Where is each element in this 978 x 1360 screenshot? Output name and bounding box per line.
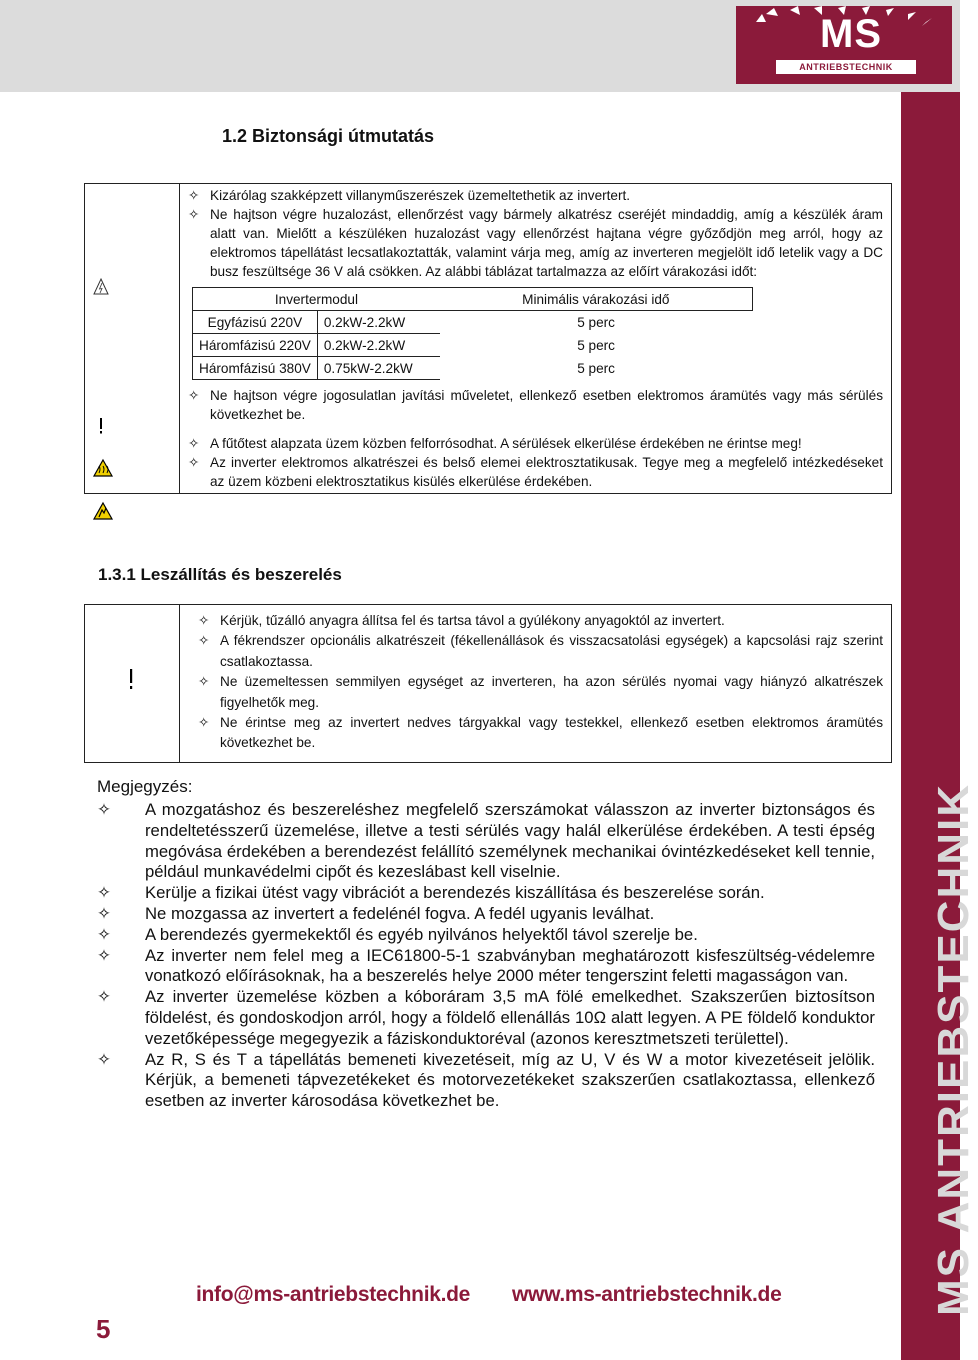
bullet-icon: ✧ <box>198 715 210 731</box>
delivery-icon-column <box>85 605 180 763</box>
bullet-icon: ✧ <box>97 800 111 819</box>
note-item: ✧ Ne mozgassa az invertert a fedelénél fogva. A fedél ugyanis leválhat. <box>97 903 655 923</box>
list-item: ✧ Kérjük, tűzálló anyagra állítsa fel és tartsa távol a gyúlékony anyagoktól az invertert. <box>198 611 883 631</box>
esd-warning-icon <box>93 502 113 520</box>
safety-item: ✧ Az inverter elektromos alkatrészei és belső elemei elektrosztatikusak. Tegye meg a megfelelő intézkedéseket az üzem közbeni elektrosztatikus kisülés elkerülése érdekében. <box>188 455 883 489</box>
footer-website-link[interactable]: www.ms-antriebstechnik.de <box>512 1283 782 1306</box>
safety-instructions-box <box>84 183 892 494</box>
bullet-icon: ✧ <box>188 436 200 451</box>
page-number: 5 <box>96 1314 111 1344</box>
company-logo <box>736 6 952 84</box>
table-row: Háromfázisú 380V 0.75kW-2.2kW 5 perc <box>193 357 753 380</box>
section-title: 1.2 Biztonsági útmutatás <box>222 126 435 146</box>
bullet-icon: ✧ <box>198 633 210 649</box>
table-row: Egyfázisú 220V 0.2kW-2.2kW 5 perc <box>193 311 753 334</box>
notes-title: Megjegyzés: <box>97 777 193 796</box>
table-row: Háromfázisú 220V 0.2kW-2.2kW 5 perc <box>193 334 753 357</box>
safety-item: ✧ Ne hajtson végre jogosulatlan javítási műveletet, ellenkező esetben elektromos áramütés vagy más sérülés következhet be. <box>188 388 883 422</box>
note-item: ✧ Az R, S és T a tápellátás bemeneti kivezetéseit, míg az U, V és W a motor kivezetéseit jelölik. Kérjük, a bemeneti tápvezetékeket és motorvezetékeket szakszerűen csatlakoztassa, ellenkező esetben az inverter károsodása következhet be. <box>97 1049 875 1111</box>
bullet-icon: ✧ <box>97 945 111 965</box>
safety-content <box>180 184 892 494</box>
note-item: ✧ A berendezés gyermekektől és egyéb nyilvános helyektől távol szerelje be. <box>97 924 698 944</box>
bullet-icon: ✧ <box>97 987 111 1007</box>
exclamation-warning-icon <box>123 667 139 691</box>
side-brand-text: MS ANTRIEBSTECHNIK <box>929 782 978 1316</box>
safety-item: ✧ Kizárólag szakképzett villanyműszerészek üzemeltethetik az invertert. <box>188 188 631 203</box>
footer-email-link[interactable]: info@ms-antriebstechnik.de <box>196 1283 471 1306</box>
subsection-title: 1.3.1 Leszállítás és beszerelés <box>98 565 342 584</box>
list-item: ✧ Ne érintse meg az invertert nedves tárgyakkal vagy testekkel, ellenkező esetben elektromos áramütés következhet be. <box>198 715 883 751</box>
note-item: ✧ Kerülje a fizikai ütést vagy vibrációt a berendezés kiszállítása és beszerelése során. <box>97 883 765 903</box>
waiting-time-table <box>192 287 753 380</box>
bullet-icon: ✧ <box>188 188 200 203</box>
list-item: ✧ A fékrendszer opcionális alkatrészeit (fékellenállások és visszacsatolási egységek) a kapcsolási rajz szerint csatlakoztassa. <box>198 633 883 669</box>
bullet-icon: ✧ <box>97 883 111 903</box>
note-item: ✧ Az inverter nem felel meg a IEC61800-5-1 szabványban meghatározott kisfeszültség-védelemre vonatkozó előírásoknak, ha a beszerelés helye 2000 méter tengerszint feletti magasságon van. <box>97 945 875 986</box>
logo-ms-text: MS <box>820 12 882 56</box>
bullet-icon: ✧ <box>188 388 200 403</box>
safety-icon-column <box>85 184 180 494</box>
logo-subtext: ANTRIEBSTECHNIK <box>776 60 916 74</box>
note-item: ✧ Az inverter üzemelése közben a kóboráram 3,5 mA fölé emelkedhet. Szakszerűen biztosítson földelést, és gondoskodjon arról, hogy a földelő ellenállás 10Ω alatt legyen. A PE földelő konduktor vezetőképessége megegyezik a fáziskonduktoréval (azonos keresztmetszeti területtel). <box>97 987 875 1048</box>
hot-surface-warning-icon <box>93 459 113 477</box>
safety-item: ✧ A fűtőtest alapzata üzem közben felforrósodhat. A sérülések elkerülése érdekében ne érintse meg! <box>188 436 802 451</box>
exclamation-warning-icon <box>93 416 109 436</box>
safety-item: ✧ Ne hajtson végre huzalozást, ellenőrzést vagy bármely alkatrész cseréjét mindaddig, amíg a készülék áram alatt van. Mielőtt a készüléken huzalozást vagy ellenőrzést hajtana végre győződjön meg arról, hogy az elektromos tápellátást lecsatlakoztatták, valamint várja meg, amíg az inverteren megjelölt idő letelik vagy a DC busz feszültsége 36 V alá csökken. Az alábbi táblázat tartalmazza az előírt várakozási időt: <box>188 207 883 279</box>
delivery-content <box>180 605 892 763</box>
list-item: ✧ Ne üzemeltessen semmilyen egységet az inverteren, ha azon sérülés nyomai vagy hiányzó alkatrészek figyelhetők meg. <box>198 674 883 710</box>
notes-list <box>97 800 875 1112</box>
table-header-wait: Minimális várakozási idő <box>440 288 753 311</box>
bullet-icon: ✧ <box>198 613 210 628</box>
bullet-icon: ✧ <box>198 674 210 690</box>
bullet-icon: ✧ <box>188 455 200 470</box>
note-item: ✧ A mozgatáshoz és beszereléshez megfelelő szerszámokat válasszon az inverter biztonságos és rendeltetésszerű üzemelése, illetve a testi sérülés vagy halál elkerülése érdekében. A testi épség megóvása érdekében a berendezést felállító személynek mechanikai óvintézkedéseket kell tennie, például munkavédelmi cipőt és kezeslábast kell viselnie. <box>97 800 875 882</box>
voltage-warning-icon <box>93 278 109 296</box>
table-header-model: Invertermodul <box>193 288 440 311</box>
bullet-icon: ✧ <box>188 207 200 222</box>
bullet-icon: ✧ <box>97 924 111 944</box>
bullet-icon: ✧ <box>97 903 111 923</box>
bullet-icon: ✧ <box>97 1049 111 1069</box>
delivery-installation-box <box>84 604 892 763</box>
